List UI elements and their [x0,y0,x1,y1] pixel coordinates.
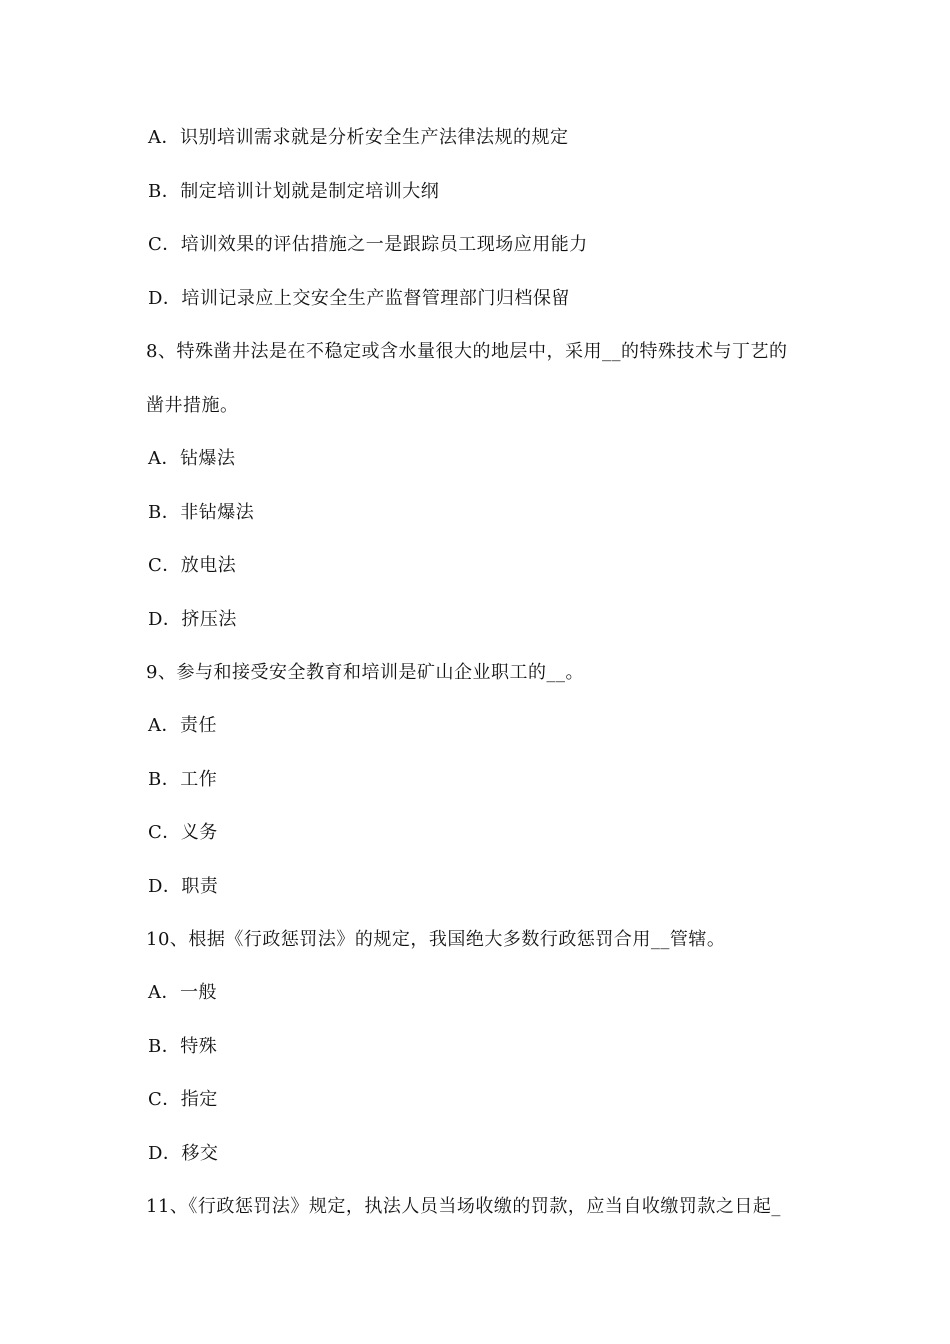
q9-text: 9、参与和接受安全教育和培训是矿山企业职工的__。 [146,662,584,683]
q10-option-c: C．指定 [148,1089,218,1110]
q10-option-b: B．特殊 [148,1036,218,1057]
q9-option-b: B．工作 [148,769,218,790]
q10-option-a: A．一般 [148,982,217,1003]
q8-text-line1: 8、特殊凿井法是在不稳定或含水量很大的地层中，采用__的特殊技术与丁艺的 [146,341,788,362]
q8-option-c: C．放电法 [148,555,237,576]
q9-option-a: A．责任 [148,715,217,736]
q7-option-b: B．制定培训计划就是制定培训大纲 [148,181,440,202]
q10-option-d: D．移交 [148,1143,219,1164]
q8-option-d: D．挤压法 [148,609,237,630]
q9-option-d: D．职责 [148,876,219,897]
q7-option-d: D．培训记录应上交安全生产监督管理部门归档保留 [148,288,570,309]
q7-option-a: A．识别培训需求就是分析安全生产法律法规的规定 [148,127,569,148]
q9-option-c: C．义务 [148,822,218,843]
q8-text-line2: 凿井措施。 [146,395,239,416]
q10-text: 10、根据《行政惩罚法》的规定，我国绝大多数行政惩罚合用__管辖。 [146,929,726,950]
q11-text: 11、《行政惩罚法》规定，执法人员当场收缴的罚款，应当自收缴罚款之日起_ [146,1196,781,1217]
q8-option-a: A．钻爆法 [148,448,236,469]
q7-option-c: C．培训效果的评估措施之一是跟踪员工现场应用能力 [148,234,588,255]
q8-option-b: B．非钻爆法 [148,502,255,523]
